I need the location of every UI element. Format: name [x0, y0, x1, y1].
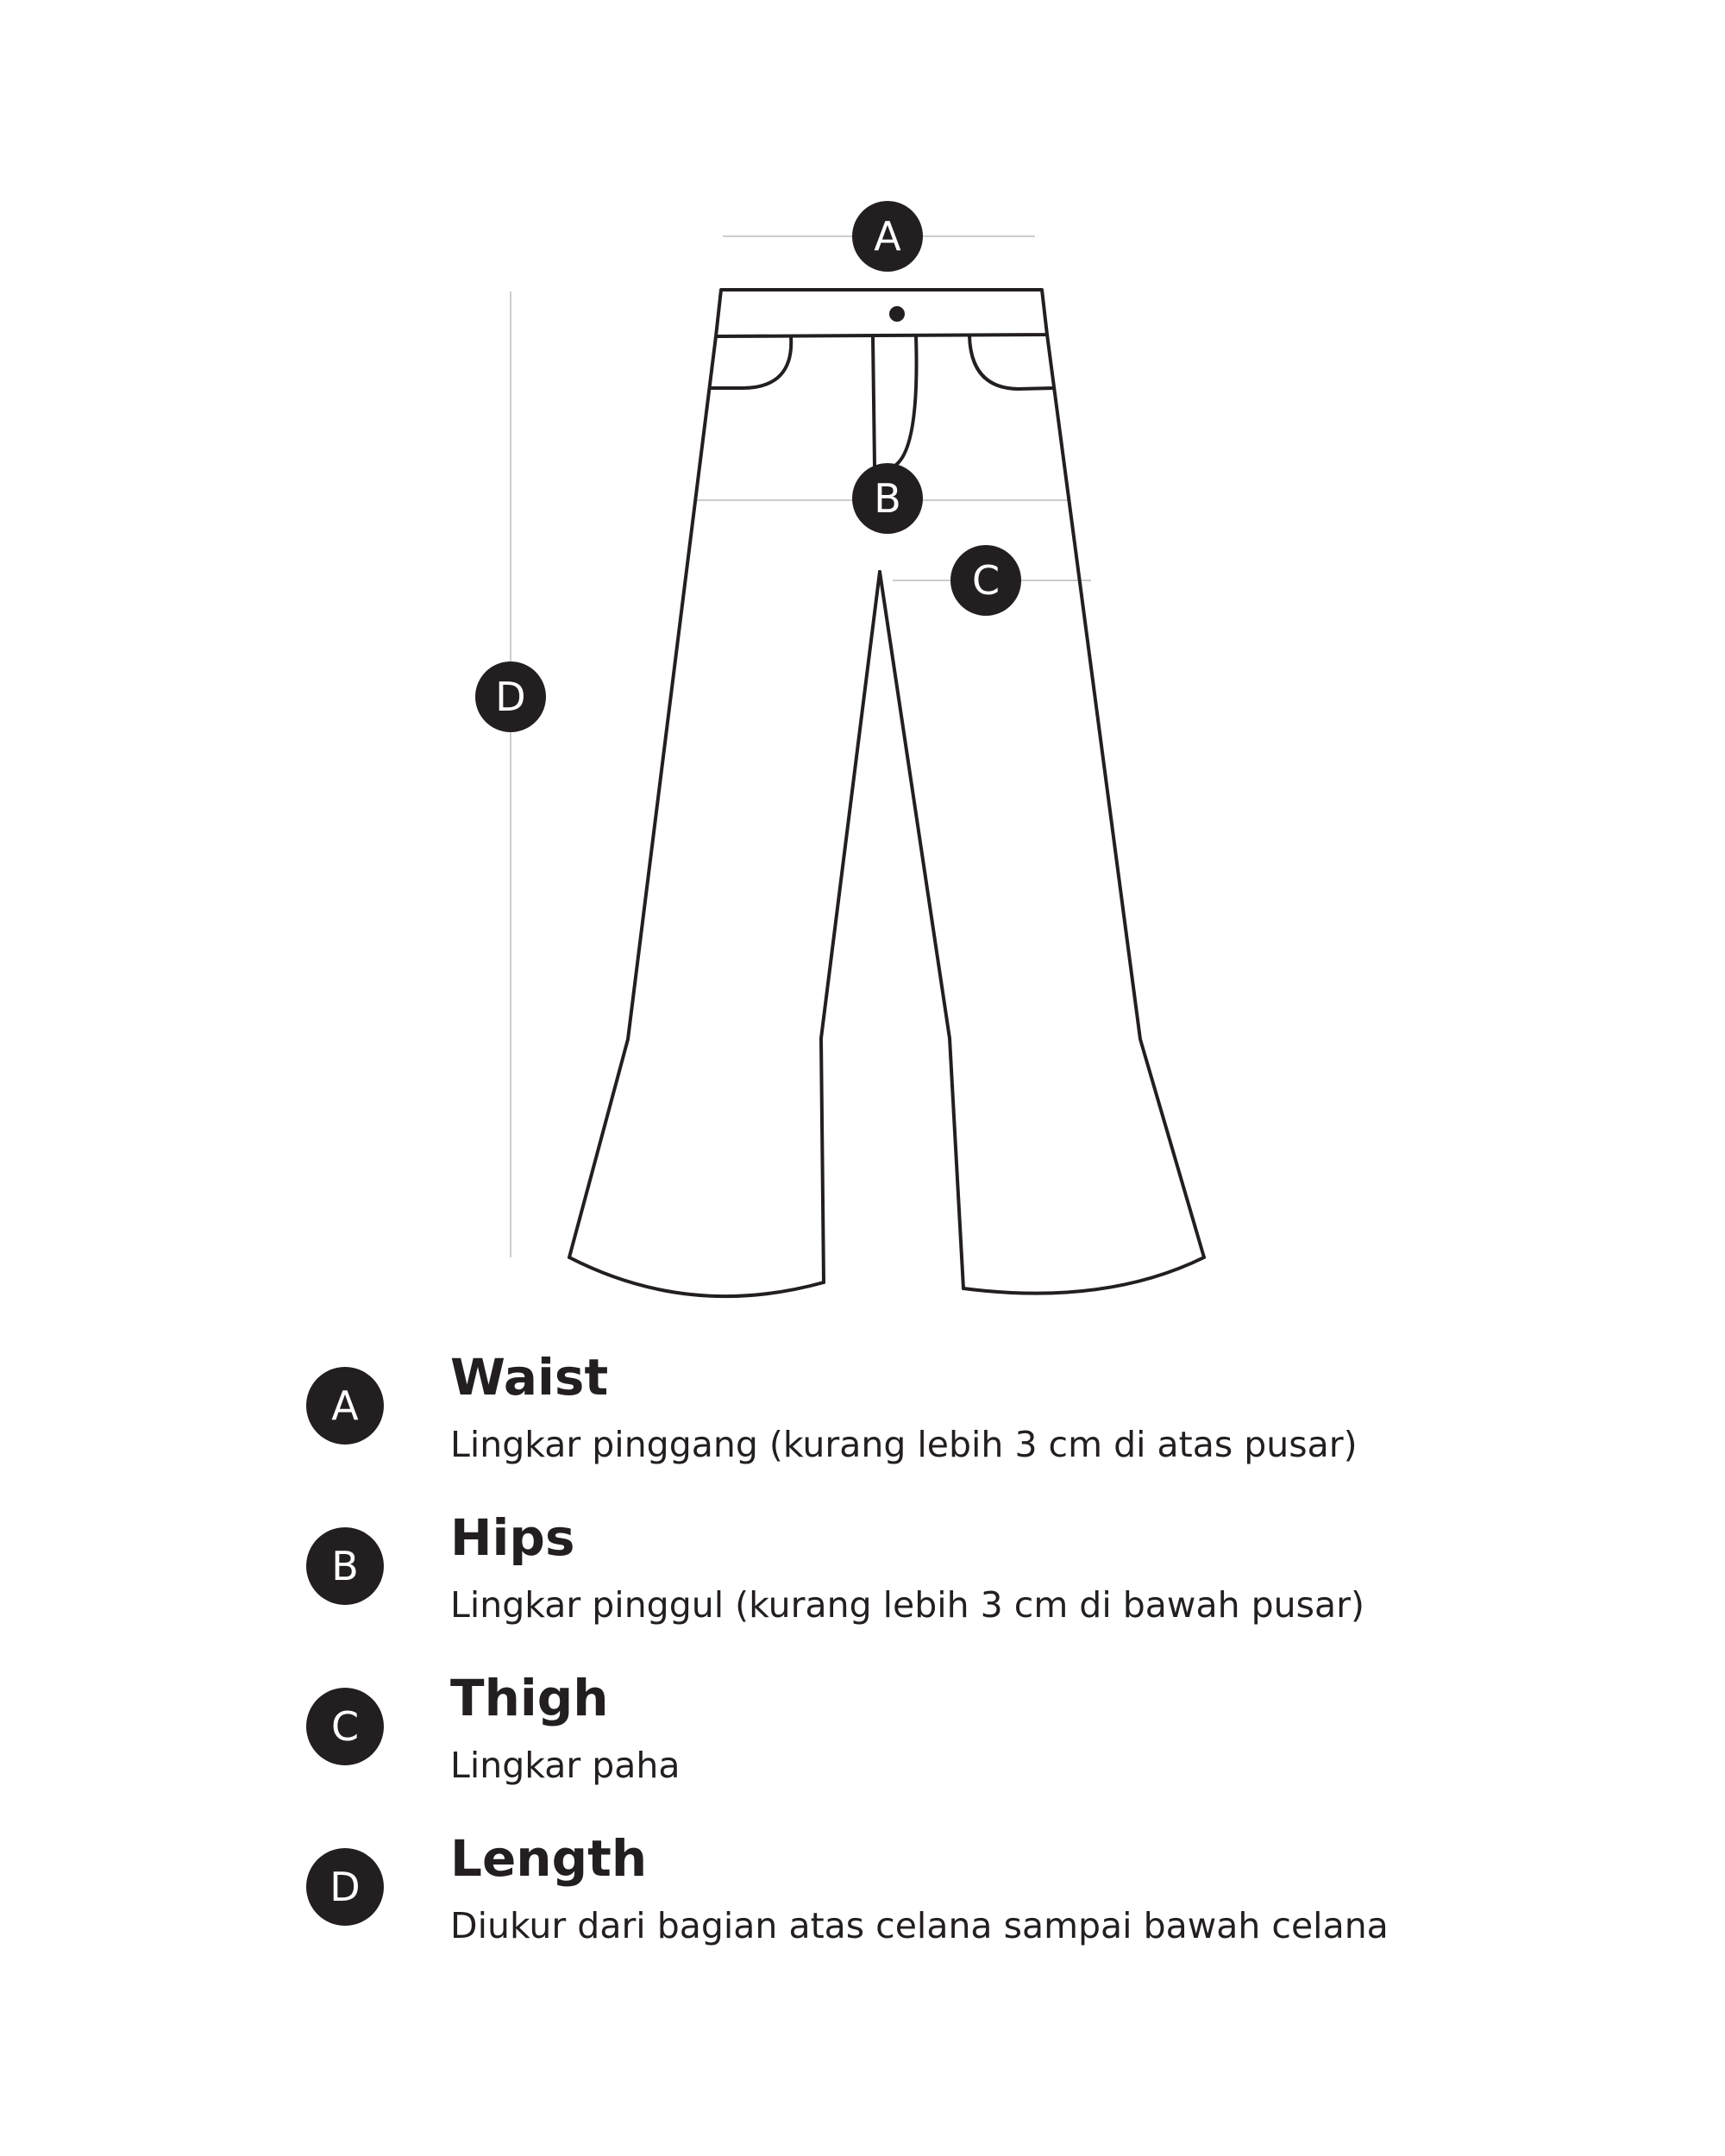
left-leg-outer-seam	[569, 336, 716, 1257]
legend-title: Length	[450, 1829, 648, 1888]
legend-badge: A	[306, 1367, 384, 1445]
legend-badge: B	[306, 1527, 384, 1605]
diagram-marker-hips	[852, 463, 923, 534]
right-pocket	[969, 336, 1054, 389]
legend-description: Lingkar paha	[450, 1745, 681, 1786]
waistband	[716, 290, 1047, 336]
fly	[873, 336, 917, 471]
legend-item-hips	[306, 1508, 1557, 1679]
legend-title: Hips	[450, 1508, 575, 1567]
legend-description: Lingkar pinggang (kurang lebih 3 cm di atas pusar)	[450, 1424, 1358, 1465]
diagram-marker-thigh	[950, 545, 1021, 616]
right-hem	[963, 1257, 1204, 1294]
marker-letter: C	[971, 557, 1000, 604]
marker-letter: B	[874, 475, 901, 522]
pants-outline	[569, 290, 1204, 1296]
legend-item-length	[306, 1829, 1557, 2000]
diagram-marker-waist	[852, 201, 923, 272]
left-leg-inseam	[821, 572, 880, 1282]
legend-description: Diukur dari bagian atas celana sampai bawah celana	[450, 1905, 1389, 1946]
measurement-legend	[306, 1348, 1557, 2000]
marker-letter: A	[874, 213, 901, 260]
legend-item-thigh	[306, 1669, 1557, 1839]
right-leg-outer-seam	[1047, 335, 1204, 1257]
legend-badge: D	[306, 1848, 384, 1926]
legend-badge: C	[306, 1688, 384, 1765]
left-pocket	[712, 336, 791, 388]
diagram-marker-length	[475, 661, 546, 732]
right-leg-inseam	[880, 572, 963, 1288]
marker-letter: D	[495, 674, 526, 720]
legend-description: Lingkar pinggul (kurang lebih 3 cm di bawah pusar)	[450, 1584, 1364, 1626]
legend-title: Thigh	[450, 1669, 609, 1727]
legend-title: Waist	[450, 1348, 609, 1407]
legend-item-waist	[306, 1348, 1557, 1519]
waist-button	[889, 306, 905, 322]
left-hem	[569, 1257, 824, 1296]
